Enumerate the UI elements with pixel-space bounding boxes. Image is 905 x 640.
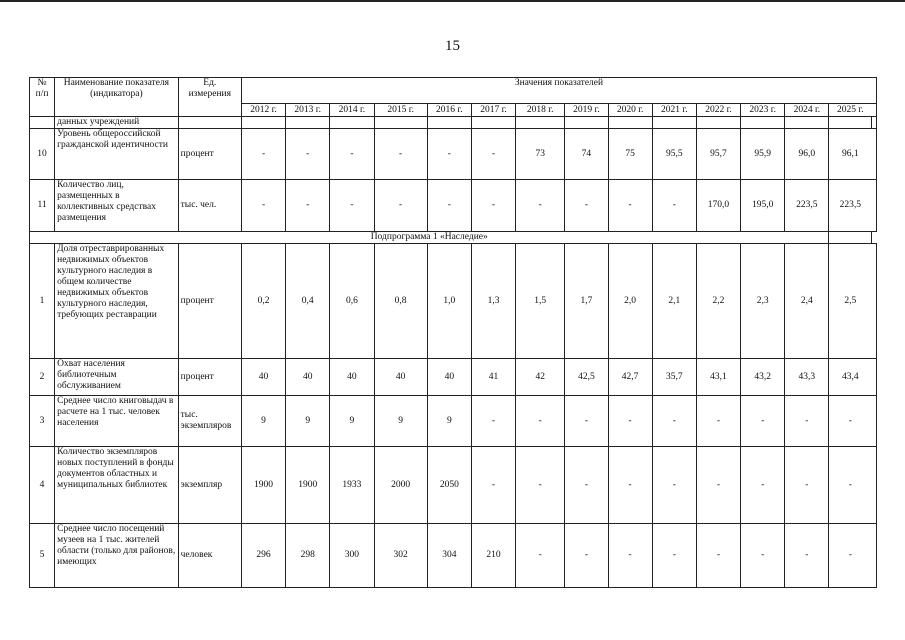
indicator-name: Количество лиц, размещенных в коллективных средствах размещения [55,180,179,232]
row-number: 11 [30,180,55,232]
year-header: 2024 г. [785,104,829,117]
empty-cell [330,117,374,129]
value-cell: - [565,447,608,524]
value-cell: 0,6 [330,244,374,359]
value-cell: - [516,447,565,524]
indicator-name: Среднее число посещений музеев на 1 тыс. жителей области (только для районов, имеющих [55,524,179,588]
value-cell: - [829,524,871,588]
empty-cell [871,117,876,129]
value-cell: 300 [330,524,374,588]
value-cell: - [652,180,696,232]
unit-cell: процент [178,129,241,180]
value-cell: 0,8 [374,244,427,359]
unit-cell: процент [178,359,241,396]
value-cell: 1933 [330,447,374,524]
spacer-cell [871,447,876,524]
value-cell: 296 [241,524,285,588]
value-cell: 2000 [374,447,427,524]
value-cell: 40 [286,359,330,396]
unit-cell: экземпляр [178,447,241,524]
table-row [30,359,877,396]
empty-cell [829,117,871,129]
value-cell: - [608,524,652,588]
page-top-rule [0,0,905,2]
spacer-cell [871,359,876,396]
value-cell: - [785,447,829,524]
spacer-cell [871,396,876,447]
table-row [30,447,877,524]
value-cell: - [471,447,515,524]
value-cell: - [608,396,652,447]
table-row [30,180,877,232]
value-cell: - [427,180,471,232]
header-number: № п/п [30,78,55,117]
value-cell: - [608,447,652,524]
value-cell: 9 [374,396,427,447]
unit-cell: тыс. чел. [178,180,241,232]
header-indicator-name: Наименование показателя (индикатора) [55,78,179,117]
value-cell: 95,5 [652,129,696,180]
year-header: 2017 г. [471,104,515,117]
value-cell: - [652,396,696,447]
value-cell: - [471,396,515,447]
value-cell: - [565,180,608,232]
spacer-cell [871,524,876,588]
value-cell: 43,4 [829,359,871,396]
value-cell: - [374,129,427,180]
table-row [30,396,877,447]
value-cell: - [829,447,871,524]
year-header: 2018 г. [516,104,565,117]
year-header: 2022 г. [696,104,740,117]
empty-cell [565,117,608,129]
value-cell: 1,0 [427,244,471,359]
value-cell: - [741,447,785,524]
value-cell: 43,1 [696,359,740,396]
value-cell: - [565,524,608,588]
section-row [30,232,877,244]
value-cell: 195,0 [741,180,785,232]
value-cell: - [696,396,740,447]
value-cell: 42,7 [608,359,652,396]
value-cell: - [516,396,565,447]
empty-cell [178,117,241,129]
value-cell: - [427,129,471,180]
value-cell: 9 [330,396,374,447]
value-cell: 95,9 [741,129,785,180]
year-header: 2015 г. [374,104,427,117]
value-cell: 40 [427,359,471,396]
value-cell: 223,5 [785,180,829,232]
value-cell: 2050 [427,447,471,524]
value-cell: 9 [241,396,285,447]
table-row [30,524,877,588]
value-cell: - [652,447,696,524]
value-cell: 9 [286,396,330,447]
indicator-name: Уровень общероссийской гражданской идентичности [55,129,179,180]
row-number: 2 [30,359,55,396]
continuation-row [30,117,877,129]
value-cell: - [330,129,374,180]
table-row [30,129,877,180]
value-cell: 40 [330,359,374,396]
header-values: Значения показателей [241,78,876,104]
value-cell: - [785,524,829,588]
indicator-name: Количество экземпляров новых поступлений в фонды документов областных и муниципальных библиотек [55,447,179,524]
empty-cell [241,117,285,129]
value-cell: - [829,396,871,447]
value-cell: - [286,129,330,180]
year-header: 2025 г. [829,104,871,117]
value-cell: 43,3 [785,359,829,396]
value-cell: 2,2 [696,244,740,359]
value-cell: - [241,180,285,232]
continuation-text: данных учреждений [55,117,179,129]
value-cell: - [374,180,427,232]
unit-cell: человек [178,524,241,588]
value-cell: 43,2 [741,359,785,396]
year-header: 2013 г. [286,104,330,117]
indicator-name: Охват населения библиотечным обслуживанием [55,359,179,396]
indicator-name: Доля отреставрированных недвижимых объектов культурного наследия в общем количестве недвижимых объектов культурного наследия, требующих реставрации [55,244,179,359]
value-cell: - [286,180,330,232]
value-cell: 1,7 [565,244,608,359]
value-cell: 42,5 [565,359,608,396]
value-cell: 40 [241,359,285,396]
indicators-table [29,77,877,588]
value-cell: - [565,396,608,447]
empty-cell [471,117,515,129]
row-number: 4 [30,447,55,524]
value-cell: 73 [516,129,565,180]
value-cell: 304 [427,524,471,588]
spacer-cell [829,232,871,244]
spacer-cell [871,129,876,180]
year-header: 2014 г. [330,104,374,117]
value-cell: 1900 [241,447,285,524]
value-cell: 223,5 [829,180,871,232]
value-cell: - [516,180,565,232]
value-cell: 302 [374,524,427,588]
indicator-name: Среднее число книговыдач в расчете на 1 тыс. человек населения [55,396,179,447]
unit-cell: тыс. экземпляров [178,396,241,447]
value-cell: - [516,524,565,588]
value-cell: 210 [471,524,515,588]
year-header: 2016 г. [427,104,471,117]
value-cell: 40 [374,359,427,396]
empty-cell [741,117,785,129]
empty-cell [696,117,740,129]
value-cell: 96,1 [829,129,871,180]
table-row [30,244,877,359]
value-cell: - [741,396,785,447]
value-cell: 2,5 [829,244,871,359]
spacer-cell [871,104,876,117]
continuation-number-cell [30,117,55,129]
value-cell: 75 [608,129,652,180]
value-cell: 41 [471,359,515,396]
value-cell: 95,7 [696,129,740,180]
value-cell: 170,0 [696,180,740,232]
year-header: 2023 г. [741,104,785,117]
value-cell: 1,5 [516,244,565,359]
section-title: Подпрограмма 1 «Наследие» [30,232,829,244]
value-cell: - [608,180,652,232]
page-number: 15 [445,38,460,54]
header-row [30,78,877,104]
row-number: 1 [30,244,55,359]
empty-cell [516,117,565,129]
value-cell: - [471,129,515,180]
value-cell: 298 [286,524,330,588]
year-header: 2019 г. [565,104,608,117]
value-cell: - [785,396,829,447]
header-unit: Ед. измерения [178,78,241,117]
value-cell: - [741,524,785,588]
value-cell: 96,0 [785,129,829,180]
value-cell: 9 [427,396,471,447]
row-number: 10 [30,129,55,180]
value-cell: 0,4 [286,244,330,359]
value-cell: 1,3 [471,244,515,359]
value-cell: - [241,129,285,180]
value-cell: 0,2 [241,244,285,359]
value-cell: - [471,180,515,232]
empty-cell [608,117,652,129]
value-cell: - [696,524,740,588]
empty-cell [427,117,471,129]
row-number: 3 [30,396,55,447]
value-cell: - [652,524,696,588]
value-cell: - [696,447,740,524]
value-cell: 1900 [286,447,330,524]
empty-cell [374,117,427,129]
value-cell: 2,1 [652,244,696,359]
value-cell: - [330,180,374,232]
value-cell: 35,7 [652,359,696,396]
empty-cell [286,117,330,129]
year-header: 2012 г. [241,104,285,117]
spacer-cell [871,180,876,232]
value-cell: 2,0 [608,244,652,359]
empty-cell [652,117,696,129]
row-number: 5 [30,524,55,588]
unit-cell: процент [178,244,241,359]
value-cell: 2,3 [741,244,785,359]
empty-cell [785,117,829,129]
value-cell: 42 [516,359,565,396]
year-header: 2020 г. [608,104,652,117]
spacer-cell [871,244,876,359]
value-cell: 2,4 [785,244,829,359]
year-header: 2021 г. [652,104,696,117]
value-cell: 74 [565,129,608,180]
